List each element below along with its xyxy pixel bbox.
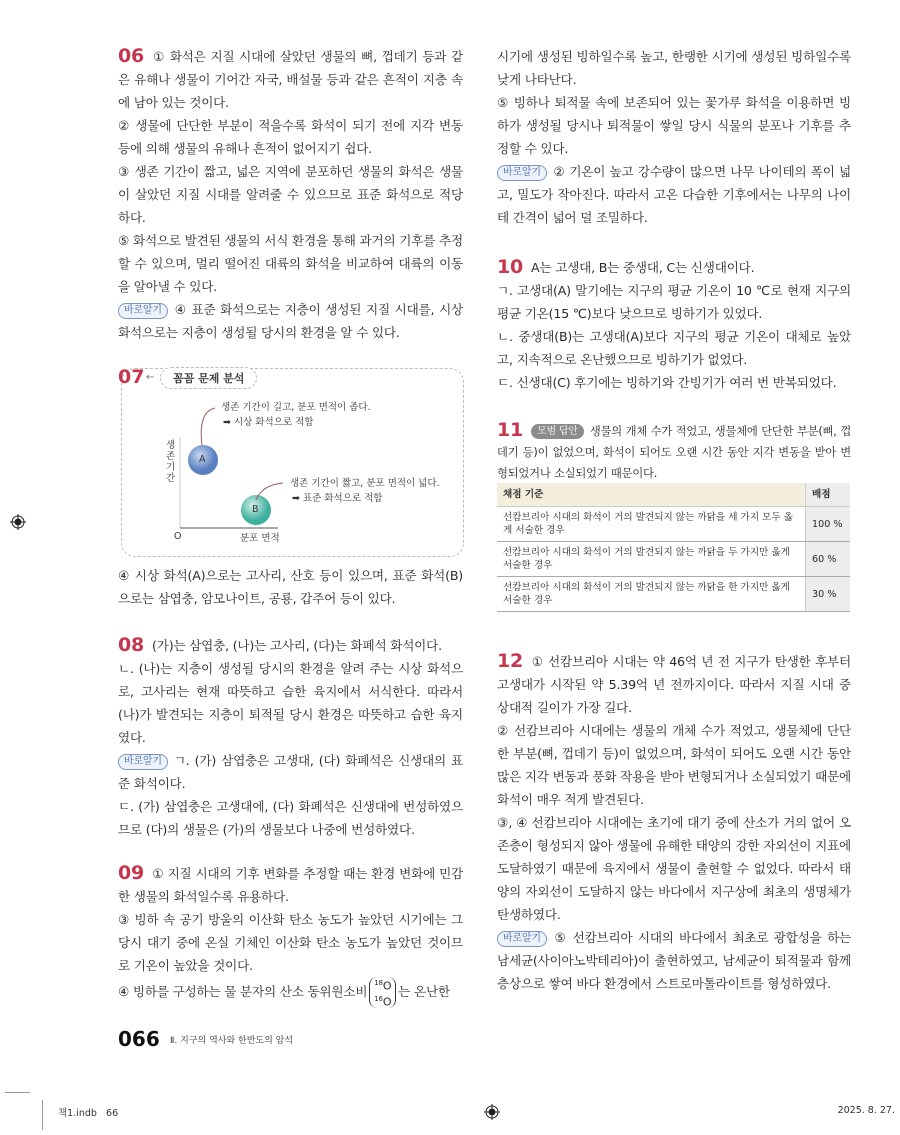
paragraph: ㄴ. (나)는 지층이 생성될 당시의 환경을 알려 주는 시상 화석으로, 고사리는 현재 따뜻하고 습한 육지에서 서식한다. 따라서 (나)가 발견되는 지층이 퇴적될 당시 환경은 따뜻하고 습한 육지였다. [118, 661, 463, 745]
file-slug: 책1.indb 66 [58, 1108, 119, 1119]
paragraph: ③ 생존 기간이 짧고, 넓은 지역에 분포하던 생물의 화석은 생물이 살았던 지질 시대를 알려줄 수 있으므로 표준 화석으로 적당하다. [118, 164, 463, 225]
paragraph: 는 온난한 [398, 984, 450, 1000]
paragraph: ㄱ. 고생대(A) 말기에는 지구의 평균 기온이 10 ℃로 현재 지구의 평균 기온(15 ℃)보다 낮으므로 빙하기가 있었다. [497, 283, 851, 321]
question-number: 11 [497, 419, 524, 441]
answer-12 [497, 650, 851, 995]
question-number: 12 [497, 650, 524, 672]
y-axis-label: 생존 기간 [166, 440, 176, 484]
paragraph: ① 지질 시대의 기후 변화를 추정할 때는 환경 변화에 민감한 생물의 화석일수록 유용하다. [118, 866, 463, 904]
paragraph: 생물의 개체 수가 적었고, 생물체에 단단한 부분(뼈, 껍데기 등)이 없었으며, 화석이 되어도 오랜 시간 동안 지각 변동을 받아 변형되었거나 소실되었기 때문이다. [497, 425, 851, 480]
answer-10 [497, 256, 851, 394]
answer-09 [118, 862, 463, 1008]
table-header: 채점 기준 배점 [497, 483, 850, 507]
arrow-icon: ← [146, 372, 155, 383]
paragraph: ③, ④ 선캄브리아 시대에는 초기에 대기 중에 산소가 거의 없어 오존층이 형성되지 않아 생물에 유해한 태양의 강한 자외선이 지표에 도달하였기 때문에 육지에서 생물이 출현할 수 없었다. 따라서 태양의 자외선이 도달하지 않는 바다에서 지구상에 최초의 생명체가 탄생하였다. [497, 815, 851, 922]
table-row: 선캄브리아 시대의 화석이 거의 발견되지 않는 까닭을 한 가지만 옳게 서술한 경우 30 % [497, 577, 850, 612]
x-axis-label: 분포 면적 [240, 533, 280, 544]
answer-07 [118, 564, 463, 610]
paragraph: ㄴ. 중생대(B)는 고생대(A)보다 지구의 평균 기온이 대체로 높았고, 지속적으로 온난했으므로 빙하기가 없었다. [497, 329, 851, 367]
paragraph: ③ 빙하 속 공기 방울의 이산화 탄소 농도가 높았던 시기에는 그 당시 대기 중에 온실 기체인 이산화 탄소 농도가 높았던 것이므로 기온이 높았을 것이다. [118, 912, 463, 973]
isotope-ratio: $^{18}$O $^{16}$O [369, 977, 396, 1008]
label-b: B [252, 504, 259, 515]
registration-mark-icon [484, 1104, 500, 1120]
paragraph: ㄷ. 신생대(C) 후기에는 빙하기와 간빙기가 여러 번 반복되었다. [497, 375, 837, 390]
question-number: 06 [118, 45, 145, 67]
table-row: 선캄브리아 시대의 화석이 거의 발견되지 않는 까닭을 세 가지 모두 옳게 서술한 경우 100 % [497, 507, 850, 542]
page-number: 066 [118, 1027, 160, 1051]
paragraph: ② 생물에 단단한 부분이 적을수록 화석이 되기 전에 지각 변동 등에 의해 생물의 유해나 흔적이 없어지기 쉽다. [118, 118, 463, 156]
paragraph: ㄷ. (가) 삼엽충은 고생대에, (다) 화폐석은 신생대에 번성하였으므로 (다)의 생물은 (가)의 생물보다 나중에 번성하였다. [118, 799, 463, 837]
print-date: 2025. 8. 27. [837, 1105, 895, 1116]
label-a: A [199, 454, 206, 465]
question-number: 10 [497, 256, 524, 278]
answer-09-continued [497, 45, 851, 229]
answer-11 [497, 420, 851, 484]
paragraph: 시기에 생성된 빙하일수록 높고, 한랭한 시기에 생성된 빙하일수록 낮게 나타난다. [497, 49, 851, 87]
crop-mark [5, 1092, 30, 1093]
paragraph: ㄱ. (가) 삼엽충은 고생대, (다) 화폐석은 신생대의 표준 화석이다. [118, 753, 463, 791]
paragraph: ④ 시상 화석(A)으로는 고사리, 산호 등이 있으며, 표준 화석(B)으로는 삼엽충, 암모나이트, 공룡, 갑주어 등이 있다. [118, 568, 463, 606]
analysis-tag: 꼼꼼 문제 분석 [160, 367, 257, 389]
baro-badge: 바로알기 [497, 165, 547, 181]
paragraph: (가)는 삼엽충, (나)는 고사리, (다)는 화폐석 화석이다. [152, 638, 442, 653]
arrow-a [201, 408, 215, 445]
origin-label: O [174, 531, 182, 542]
paragraph: ① 선캄브리아 시대는 약 46억 년 전 지구가 탄생한 후부터 고생대가 시작된 약 5.39억 년 전까지이다. 따라서 지질 시대 중 상대적 길이가 가장 길다. [497, 654, 851, 715]
paragraph: ② 선캄브리아 시대에는 생물의 개체 수가 적었고, 생물체에 단단한 부분(뼈, 껍데기 등)이 없었으며, 화석이 되어도 오랜 시간 동안 많은 지각 변동과 풍화 작용을 받아 변형되거나 소실되었기 때문에 화석이 매우 적게 발견된다. [497, 723, 851, 807]
paragraph: ⑤ 선캄브리아 시대의 바다에서 최초로 광합성을 하는 남세균(사이아노박테리아)이 출현하였고, 남세균이 퇴적물과 함께 층상으로 쌓여 바다 환경에서 스트로마톨라이트를 형성하였다. [497, 930, 851, 991]
baro-badge: 바로알기 [118, 754, 168, 770]
question-number: 08 [118, 634, 145, 656]
note-b2: ➡ 표준 화석으로 적합 [292, 493, 383, 504]
paragraph: ① 화석은 지질 시대에 살았던 생물의 뼈, 껍데기 등과 같은 유해나 생물이 기어간 자국, 배설물 등과 같은 흔적이 지층 속에 남아 있는 것이다. [118, 49, 463, 110]
paragraph: ④ 빙하를 구성하는 물 분자의 산소 동위원소비 [118, 984, 368, 1000]
paragraph: A는 고생대, B는 중생대, C는 신생대이다. [531, 260, 755, 275]
paragraph: ⑤ 화석으로 발견된 생물의 서식 환경을 통해 과거의 기후를 추정할 수 있으며, 멀리 떨어진 대륙의 화석을 비교하여 대륙의 이동을 알아낼 수 있다. [118, 233, 463, 294]
note-a1: 생존 기간이 길고, 분포 면적이 좁다. [221, 402, 371, 413]
paragraph: ⑤ 빙하나 퇴적물 속에 보존되어 있는 꽃가루 화석을 이용하면 빙하가 생성될 당시나 퇴적물이 쌓일 당시 식물의 분포나 기후를 추정할 수 있다. [497, 95, 851, 156]
question-number: 07 [118, 366, 145, 388]
table-row: 선캄브리아 시대의 화석이 거의 발견되지 않는 까닭을 두 가지만 옳게 서술한 경우 60 % [497, 542, 850, 577]
note-a2: ➡ 시상 화석으로 적합 [223, 417, 314, 428]
model-answer-badge: 모범 답안 [531, 424, 584, 439]
question-number: 09 [118, 862, 145, 884]
paragraph: ② 기온이 높고 강수량이 많으면 나무 나이테의 폭이 넓고, 밀도가 작아진다. 따라서 고온 다습한 기후에서는 나무의 나이테 간격이 넓어 덜 조밀하다. [497, 164, 851, 225]
chapter-title: Ⅱ. 지구의 역사와 한반도의 암석 [170, 1036, 294, 1046]
registration-mark-icon [10, 514, 26, 530]
answer-08 [118, 634, 463, 841]
scoring-table [497, 483, 850, 612]
note-b1: 생존 기간이 짧고, 분포 면적이 넓다. [290, 478, 440, 489]
baro-badge: 바로알기 [497, 931, 547, 947]
baro-badge: 바로알기 [118, 303, 168, 319]
crop-mark [42, 1100, 43, 1130]
paragraph: ④ 표준 화석으로는 지층이 생성된 지질 시대를, 시상 화석으로는 지층이 생성될 당시의 환경을 알 수 있다. [118, 302, 463, 340]
